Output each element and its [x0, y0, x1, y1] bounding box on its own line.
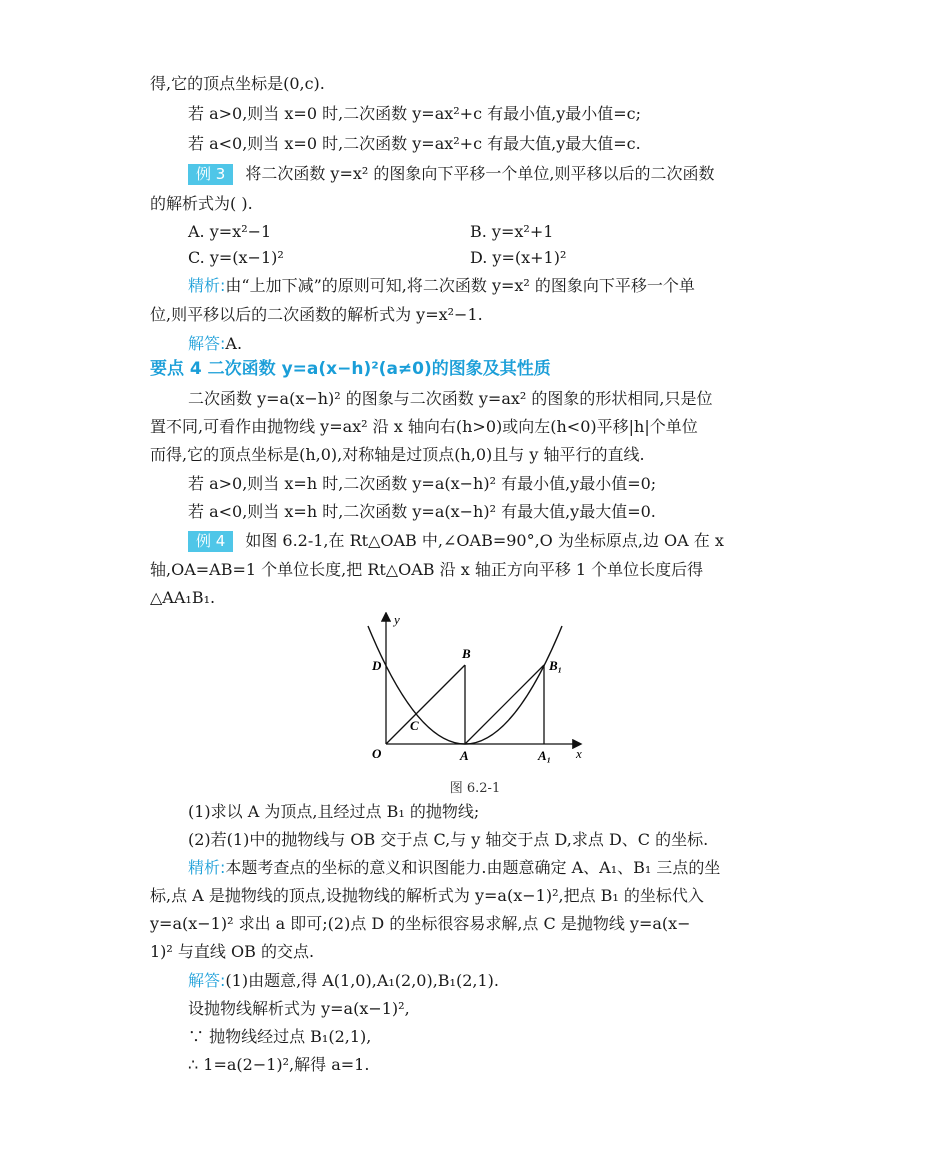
- example-3: [188, 163, 800, 185]
- text-line: ∵ 抛物线经过点 B₁(2,1),: [188, 1027, 372, 1046]
- option-b: B. y=x²+1: [470, 222, 554, 241]
- text-line: 若 a<0,则当 x=h 时,二次函数 y=a(x−h)² 有最大值,y最大值=0.: [188, 502, 656, 521]
- answer-3: [188, 333, 800, 355]
- label-a1: A₁: [538, 748, 552, 763]
- example-4: [188, 530, 800, 552]
- label-d: D: [372, 658, 382, 673]
- analysis-3: [188, 275, 800, 297]
- analysis-text: 由“上加下减”的原则可知,将二次函数 y=x² 的图象向下平移一个单: [225, 276, 695, 295]
- text-line: 得,它的顶点坐标是(0,c).: [150, 74, 325, 93]
- text-line: (2)若(1)中的抛物线与 OB 交于点 C,与 y 轴交于点 D,求点 D、C 的坐标.: [188, 830, 709, 849]
- text-line: 而得,它的顶点坐标是(h,0),对称轴是过顶点(h,0)且与 y 轴平行的直线.: [150, 445, 645, 464]
- label-x: x: [576, 746, 582, 761]
- analysis-text: 本题考查点的坐标的意义和识图能力.由题意确定 A、A₁、B₁ 三点的坐: [225, 858, 721, 877]
- label-b: B: [462, 646, 471, 661]
- text-line: y=a(x−1)² 求出 a 即可;(2)点 D 的坐标很容易求解,点 C 是抛物线 y=a(x−: [150, 914, 691, 933]
- segment-ab1: [465, 665, 544, 744]
- label-c: C: [410, 718, 419, 733]
- section-heading: 要点 4 二次函数 y=a(x−h)²(a≠0)的图象及其性质: [150, 359, 551, 379]
- example-label: 例 3: [188, 164, 233, 185]
- example-text: 将二次函数 y=x² 的图象向下平移一个单位,则平移以后的二次函数: [245, 164, 715, 183]
- figure-caption: 图 6.2-1: [449, 781, 501, 796]
- text-line: 若 a>0,则当 x=h 时,二次函数 y=a(x−h)² 有最小值,y最小值=0;: [188, 474, 657, 493]
- label-a: A: [460, 748, 469, 763]
- analysis-tag: 精析:: [188, 276, 226, 295]
- answer-4: [188, 970, 800, 992]
- example-text: 如图 6.2-1,在 Rt△OAB 中,∠OAB=90°,O 为坐标原点,边 OA 在 x: [245, 531, 724, 550]
- analysis-tag: 精析:: [188, 858, 226, 877]
- text-line: 1)² 与直线 OB 的交点.: [150, 942, 315, 961]
- text-line: 若 a<0,则当 x=0 时,二次函数 y=ax²+c 有最大值,y最大值=c.: [188, 134, 641, 153]
- option-d: D. y=(x+1)²: [470, 248, 567, 267]
- answer-tag: 解答:: [188, 971, 226, 990]
- option-row: [188, 247, 800, 269]
- parabola-figure: [358, 612, 598, 772]
- answer-text: A.: [225, 334, 243, 353]
- analysis-4: [188, 857, 800, 879]
- text-line: 设抛物线解析式为 y=a(x−1)²,: [188, 999, 410, 1018]
- option-row: [188, 221, 800, 243]
- text-line: 若 a>0,则当 x=0 时,二次函数 y=ax²+c 有最小值,y最小值=c;: [188, 104, 642, 123]
- text-line: 标,点 A 是抛物线的顶点,设抛物线的解析式为 y=a(x−1)²,把点 B₁ 的坐标代入: [150, 886, 704, 905]
- text-line: △AA₁B₁.: [150, 588, 216, 607]
- segment-ob: [386, 665, 465, 744]
- text-line: 轴,OA=AB=1 个单位长度,把 Rt△OAB 沿 x 轴正方向平移 1 个单位长度后得: [150, 560, 704, 579]
- text-line: 位,则平移以后的二次函数的解析式为 y=x²−1.: [150, 305, 483, 324]
- example-label: 例 4: [188, 531, 233, 552]
- answer-text: (1)由题意,得 A(1,0),A₁(2,0),B₁(2,1).: [225, 971, 499, 990]
- text-line: ∴ 1=a(2−1)²,解得 a=1.: [188, 1055, 370, 1074]
- text-line: (1)求以 A 为顶点,且经过点 B₁ 的抛物线;: [188, 802, 480, 821]
- option-a: A. y=x²−1: [188, 222, 272, 241]
- answer-tag: 解答:: [188, 334, 226, 353]
- option-c: C. y=(x−1)²: [188, 248, 284, 267]
- label-b1: B₁: [549, 658, 563, 673]
- text-line: 置不同,可看作由抛物线 y=ax² 沿 x 轴向右(h>0)或向左(h<0)平移|h|个单位: [150, 417, 698, 436]
- label-o: O: [372, 746, 382, 761]
- text-line: 的解析式为( ).: [150, 194, 253, 213]
- text-line: 二次函数 y=a(x−h)² 的图象与二次函数 y=ax² 的图象的形状相同,只是位: [188, 389, 713, 408]
- label-y: y: [394, 612, 400, 627]
